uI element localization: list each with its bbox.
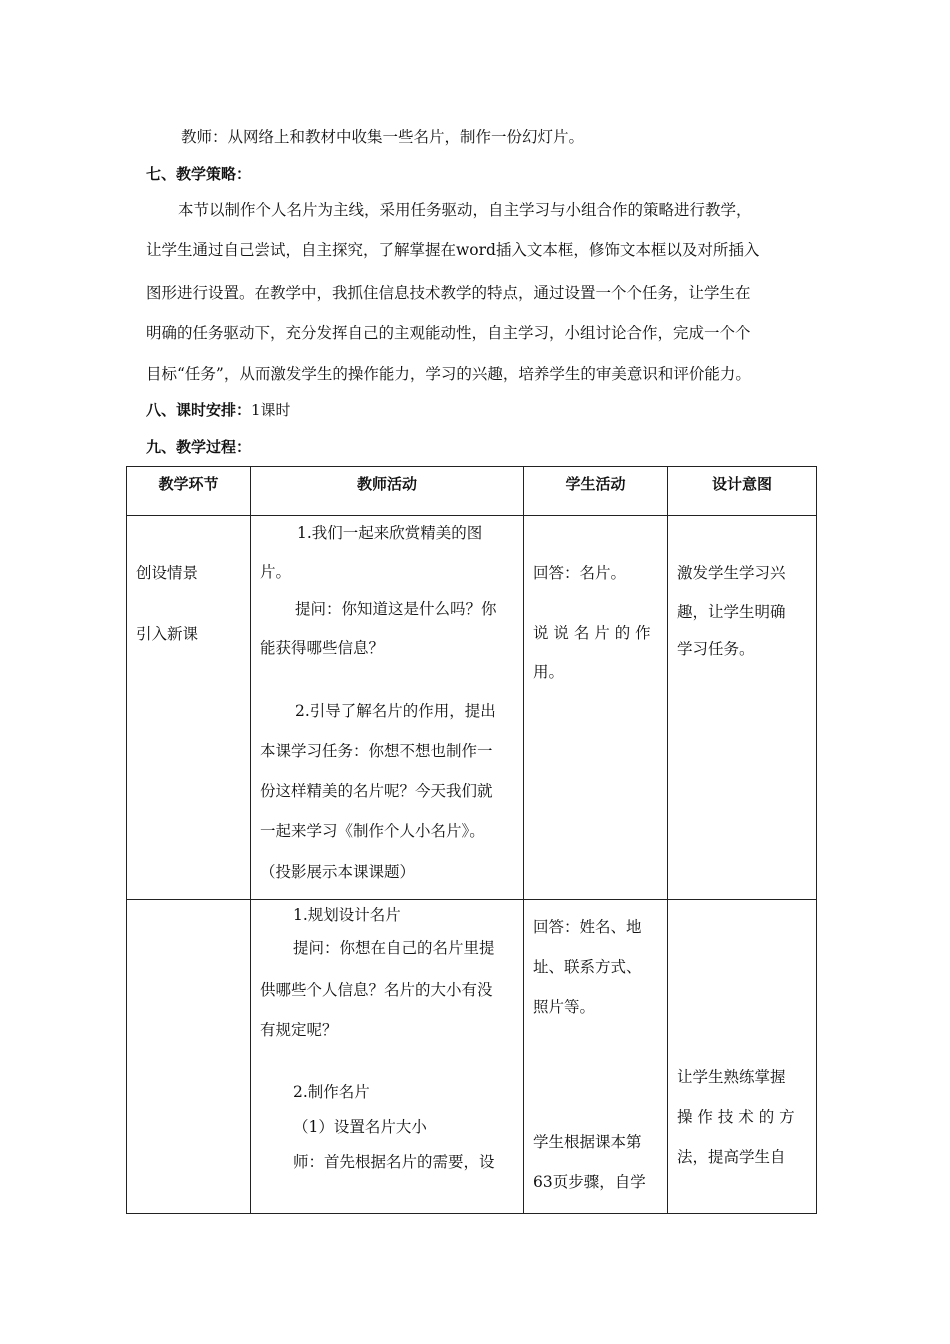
teacher-activity-cell — [251, 900, 524, 1214]
intent-text: 激发学生学习兴 — [677, 564, 786, 582]
teacher-text: 有规定呢？ — [260, 1021, 338, 1039]
teacher-text: 师：首先根据名片的需要，设 — [293, 1153, 495, 1171]
section7-heading: 七、教学策略： — [146, 165, 252, 183]
intent-text: 让学生熟练掌握 — [677, 1068, 786, 1086]
stage-cell — [127, 516, 251, 900]
student-text: 址、联系方式、 — [533, 958, 642, 976]
teacher-text: （投影展示本课课题） — [260, 863, 416, 881]
section7-line: 目标“任务”，从而激发学生的操作能力，学习的兴趣，培养学生的审美意识和评价能力。 — [146, 365, 751, 383]
student-activity-cell — [524, 516, 668, 900]
intent-text: 学习任务。 — [677, 640, 755, 658]
section9-heading: 九、教学过程： — [146, 438, 252, 456]
student-text: 学生根据课本第 — [533, 1133, 642, 1151]
stage-text: 创设情景 — [136, 564, 199, 582]
table-row — [127, 516, 817, 900]
teacher-text: 提问：你知道这是什么吗？你 — [295, 600, 497, 618]
teacher-text: 1.我们一起来欣赏精美的图 — [297, 524, 483, 542]
header-stage: 教学环节 — [127, 467, 251, 516]
section7-line: 本节以制作个人名片为主线，采用任务驱动，自主学习与小组合作的策略进行教学， — [178, 201, 752, 219]
intro-line: 教师：从网络上和教材中收集一些名片，制作一份幻灯片。 — [181, 128, 585, 146]
teacher-text: 提问：你想在自己的名片里提 — [293, 939, 495, 957]
teacher-text: 2.引导了解名片的作用，提出 — [295, 702, 496, 720]
teacher-text: 能获得哪些信息？ — [260, 639, 385, 657]
student-text: 回答：名片。 — [533, 564, 627, 582]
student-text: 照片等。 — [533, 998, 596, 1016]
stage-text: 引入新课 — [136, 625, 199, 643]
teacher-activity-cell — [251, 516, 524, 900]
intent-text: 操 作 技 术 的 方 — [677, 1108, 795, 1126]
table-header-row — [127, 467, 817, 516]
teacher-text: 1.规划设计名片 — [293, 906, 401, 924]
section8-heading: 八、课时安排： — [146, 401, 252, 419]
student-text: 说 说 名 片 的 作 — [533, 624, 651, 642]
teacher-text: 供哪些个人信息？名片的大小有没 — [260, 981, 493, 999]
teaching-process-table — [126, 466, 817, 1214]
section8-line — [146, 400, 291, 420]
student-text: 用。 — [533, 663, 565, 681]
header-student-activity: 学生活动 — [524, 467, 668, 516]
teacher-text: 份这样精美的名片呢？今天我们就 — [260, 782, 493, 800]
teacher-text: 本课学习任务：你想不想也制作一 — [260, 742, 493, 760]
section7-line: 让学生通过自己尝试，自主探究，了解掌握在word插入文本框，修饰文本框以及对所插入 — [146, 241, 760, 259]
stage-cell — [127, 900, 251, 1214]
teacher-text: 片。 — [260, 563, 292, 581]
header-design-intent: 设计意图 — [668, 467, 817, 516]
header-teacher-activity: 教师活动 — [251, 467, 524, 516]
teacher-text: 2.制作名片 — [293, 1083, 370, 1101]
student-activity-cell — [524, 900, 668, 1214]
design-intent-cell — [668, 900, 817, 1214]
design-intent-cell — [668, 516, 817, 900]
student-text: 63页步骤，自学 — [533, 1173, 646, 1191]
teacher-text: （1）设置名片大小 — [293, 1118, 427, 1136]
section8-value: 1课时 — [251, 401, 291, 419]
intent-text: 趣，让学生明确 — [677, 603, 786, 621]
table-row — [127, 900, 817, 1214]
teacher-text: 一起来学习《制作个人小名片》。 — [260, 822, 485, 840]
student-text: 回答：姓名、地 — [533, 918, 642, 936]
intent-text: 法，提高学生自 — [677, 1148, 786, 1166]
section7-line: 图形进行设置。在教学中，我抓住信息技术教学的特点，通过设置一个个任务，让学生在 — [146, 284, 751, 302]
section7-line: 明确的任务驱动下，充分发挥自己的主观能动性，自主学习，小组讨论合作，完成一个个 — [146, 324, 751, 342]
